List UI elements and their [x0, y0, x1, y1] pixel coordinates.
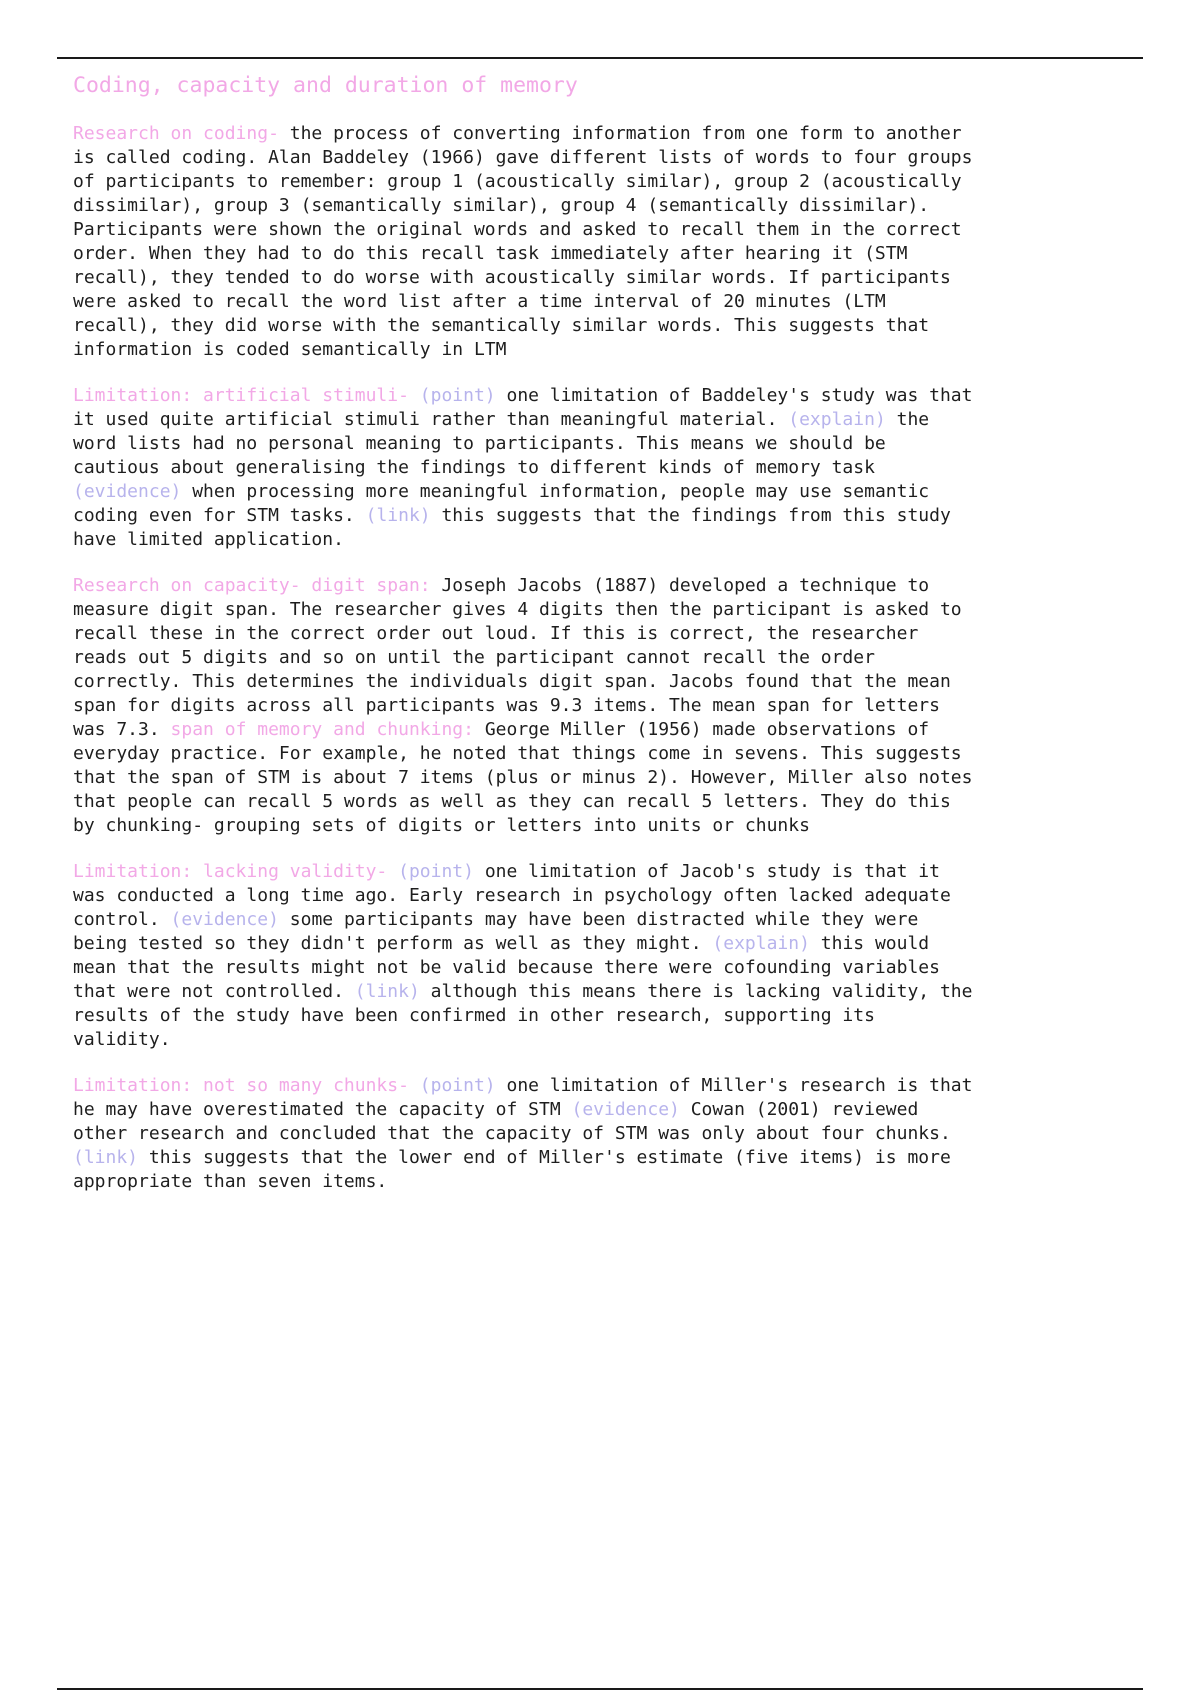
paragraph [73, 384, 1133, 552]
document-body [73, 72, 1133, 1216]
paragraph [73, 574, 1133, 838]
peel-tag: (evidence) [73, 481, 193, 502]
bottom-rule [57, 1688, 1143, 1690]
section-heading: Research on coding- [73, 123, 290, 144]
body-text: George Miller (1956) made observations of everyday practice. For example, he noted that things come in sevens. This suggests that the span of STM is about 7 items (plus or minus 2). However, Miller also notes that people can recall 5 words as well as they can recall 5 letters. They do this by chunking- grouping sets of digits or letters into units or chunks [73, 719, 973, 836]
body-text: when processing more meaningful information, people may use semantic coding even for STM tasks. [73, 481, 930, 526]
body-text: this suggests that the lower end of Miller's estimate (five items) is more appropriate than seven items. [73, 1147, 951, 1192]
section-heading: Limitation: artificial stimuli- [73, 385, 420, 406]
body-text: one limitation of Miller's research is that he may have overestimated the capacity of STM [73, 1075, 973, 1120]
peel-tag: (link) [73, 1147, 149, 1168]
paragraph [73, 1074, 1133, 1194]
body-text: Cowan (2001) reviewed other research and concluded that the capacity of STM was only about four chunks. [73, 1099, 951, 1144]
peel-tag: (explain) [788, 409, 897, 430]
body-text: Joseph Jacobs (1887) developed a technique to measure digit span. The researcher gives 4 digits then the participant is asked to recall these in the correct order out loud. If this is correct, the researcher reads out 5 digits and so on until the participant cannot recall the order correctly. This determines the individuals digit span. Jacobs found that the mean span for digits across all participants was 9.3 items. The mean span for letters was 7.3. [73, 575, 962, 740]
peel-tag: (point) [419, 1075, 507, 1096]
paragraph [73, 860, 1133, 1052]
peel-tag: (link) [365, 505, 442, 526]
top-rule [57, 57, 1143, 59]
section-heading: Limitation: not so many chunks- [73, 1075, 420, 1096]
body-text: although this means there is lacking validity, the results of the study have been confirmed in other research, supporting its validity. [73, 981, 973, 1050]
body-text: some participants may have been distracted while they were being tested so they didn't perform as well as they might. [73, 909, 919, 954]
peel-tag: (explain) [712, 933, 821, 954]
peel-tag: (evidence) [170, 909, 290, 930]
peel-tag: (evidence) [571, 1099, 691, 1120]
paragraph [73, 122, 1133, 362]
section-heading: Research on capacity- digit span: [73, 575, 442, 596]
body-text: one limitation of Baddeley's study was that it used quite artificial stimuli rather than meaningful material. [73, 385, 973, 430]
peel-tag: (point) [419, 385, 507, 406]
section-heading: Limitation: lacking validity- [73, 861, 399, 882]
body-text: this suggests that the findings from this study have limited application. [73, 505, 951, 550]
body-text: this would mean that the results might not be valid because there were cofounding variables that were not controlled. [73, 933, 940, 1002]
body-text: one limitation of Jacob's study is that it was conducted a long time ago. Early research in psychology often lacked adequate control. [73, 861, 951, 930]
page-title: Coding, capacity and duration of memory [73, 73, 578, 98]
paragraph-list [73, 122, 1133, 1194]
peel-tag: (point) [398, 861, 485, 882]
body-text: the word lists had no personal meaning to participants. This means we should be cautious about generalising the findings to different kinds of memory task [73, 409, 930, 478]
section-heading: span of memory and chunking: [170, 719, 485, 740]
body-text: the process of converting information from one form to another is called coding. Alan Baddeley (1966) gave different lists of words to four groups of participants to remember: group 1 (acoustically similar), group 2 (acoustically dissimilar), group 3 (semantically similar), group 4 (semantically dissimilar). Participants were shown the original words and asked to recall them in the correct order. When they had to do this recall task immediately after hearing it (STM recall), they tended to do worse with acoustically similar words. If participants were asked to recall the word list after a time interval of 20 minutes (LTM recall), they did worse with the semantically similar words. This suggests that information is coded semantically in LTM [73, 123, 973, 360]
peel-tag: (link) [354, 981, 431, 1002]
